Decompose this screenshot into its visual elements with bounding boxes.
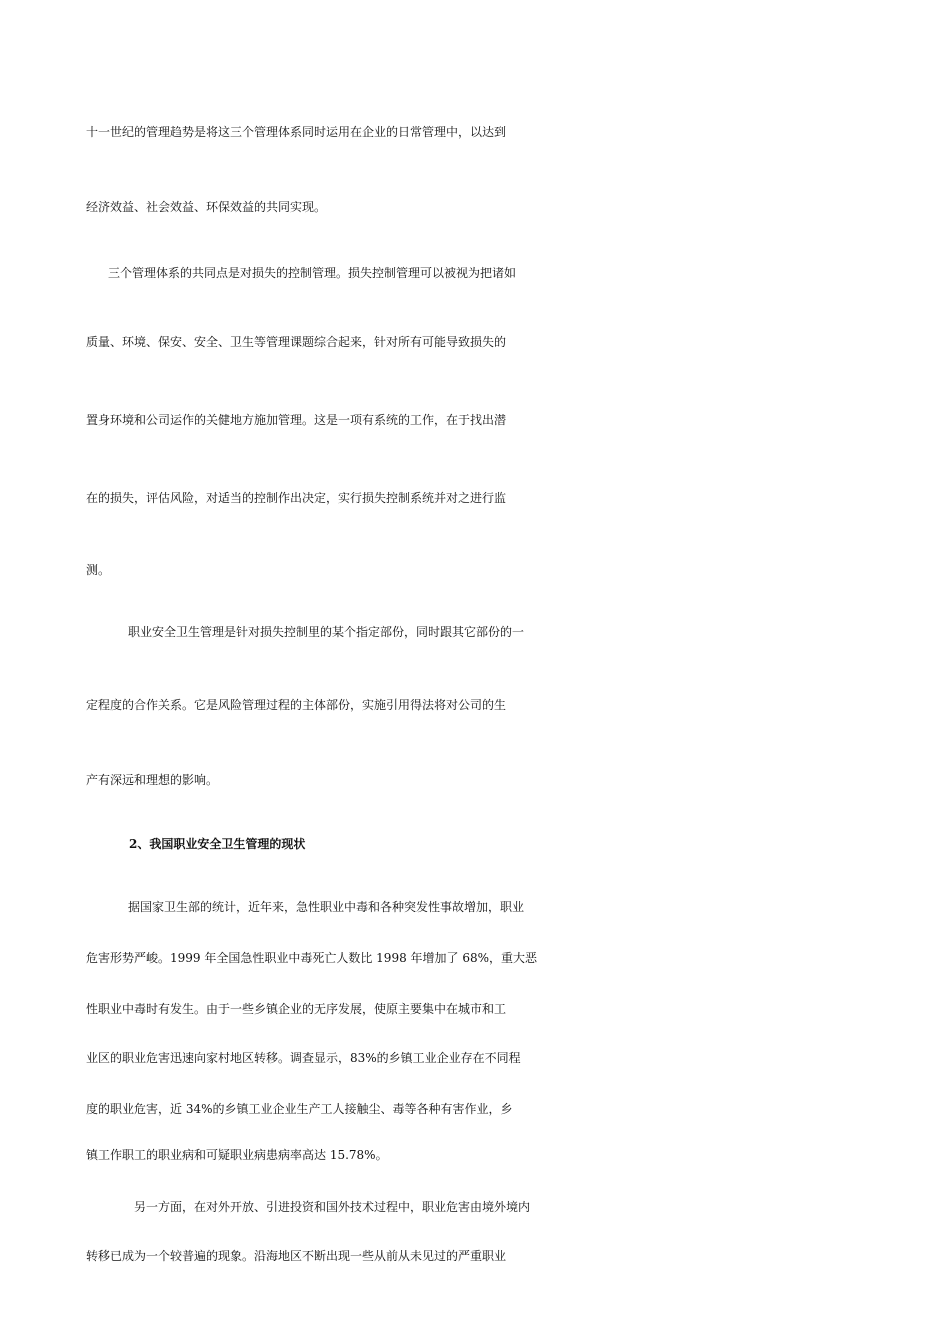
text-line: 危害形势严峻。1999 年全国急性职业中毒死亡人数比 1998 年增加了 68%，重大恶 — [86, 951, 538, 965]
text-line: 职业安全卫生管理是针对损失控制里的某个指定部份，同时跟其它部份的一 — [128, 625, 525, 639]
text-line: 三个管理体系的共同点是对损失的控制管理。损失控制管理可以被视为把诸如 — [108, 266, 517, 280]
text-line: 质量、环境、保安、安全、卫生等管理课题综合起来，针对所有可能导致损失的 — [86, 335, 507, 349]
text-line: 据国家卫生部的统计，近年来，急性职业中毒和各种突发性事故增加，职业 — [128, 900, 525, 914]
text-line: 经济效益、社会效益、环保效益的共同实现。 — [86, 200, 327, 214]
text-line: 定程度的合作关系。它是风险管理过程的主体部份，实施引用得法将对公司的生 — [86, 698, 507, 712]
text-line: 性职业中毒时有发生。由于一些乡镇企业的无序发展，使原主要集中在城市和工 — [86, 1002, 507, 1016]
text-line: 转移已成为一个较普遍的现象。沿海地区不断出现一些从前从未见过的严重职业 — [86, 1249, 507, 1263]
section-heading: 2、我国职业安全卫生管理的现状 — [129, 837, 306, 851]
text-line: 产有深远和理想的影响。 — [86, 773, 219, 787]
text-line: 测。 — [86, 563, 111, 577]
text-line: 业区的职业危害迅速向家村地区转移。调查显示，83%的乡镇工业企业存在不同程 — [86, 1051, 521, 1065]
text-line: 在的损失，评估风险，对适当的控制作出决定，实行损失控制系统并对之进行监 — [86, 491, 507, 505]
text-line: 十一世纪的管理趋势是将这三个管理体系同时运用在企业的日常管理中，以达到 — [86, 125, 507, 139]
text-line: 置身环境和公司运作的关健地方施加管理。这是一项有系统的工作，在于找出潜 — [86, 413, 507, 427]
text-line: 度的职业危害，近 34%的乡镇工业企业生产工人接触尘、毒等各种有害作业，乡 — [86, 1102, 513, 1116]
text-line: 另一方面，在对外开放、引进投资和国外技术过程中，职业危害由境外境内 — [134, 1200, 531, 1214]
text-line: 镇工作职工的职业病和可疑职业病患病率高达 15.78%。 — [86, 1148, 388, 1162]
